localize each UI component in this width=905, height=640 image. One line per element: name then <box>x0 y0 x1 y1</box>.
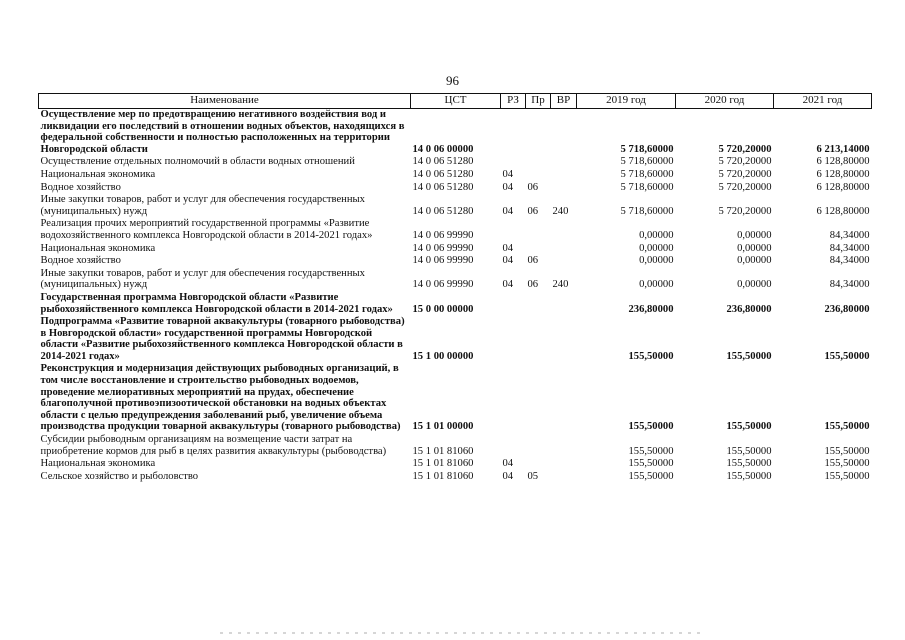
cell-cst: 15 1 01 81060 <box>412 470 474 482</box>
header-2021: 2021 год <box>774 94 872 109</box>
table-row <box>39 182 872 195</box>
table-row <box>39 156 872 169</box>
cell-name: Иные закупки товаров, работ и услуг для обеспечения государственных (муниципальных) нужд <box>40 194 365 217</box>
cell-vr <box>551 109 577 157</box>
cell-cst: 15 1 01 00000 <box>412 421 474 433</box>
cell-pr: 06 <box>527 181 539 193</box>
cell-2021: 84,34000 <box>829 242 870 254</box>
cell-2019: 0,00000 <box>639 279 674 291</box>
table-row <box>39 169 872 182</box>
cell-2021: 155,50000 <box>824 470 870 482</box>
cell-2020: 236,80000 <box>726 303 772 315</box>
cell-name: Реконструкция и модернизация действующих рыбоводных организаций, в том числе восстановление и строительство рыбоводных водоемов, проведение мелиоративных мероприятий на прудах, обеспечение благополучной противоэпизоотической обстановки на водных объектах области с целью предупреждения заболеваний рыб, увеличение объема производства продукции товарной аквакультуры (товарного рыбоводства) <box>40 363 401 433</box>
cell-2020: 0,00000 <box>737 242 772 254</box>
cell-cst: 15 0 00 00000 <box>412 303 474 315</box>
cell-2020: 155,50000 <box>726 350 772 362</box>
cell-2021: 6 128,80000 <box>816 156 870 168</box>
cell-rz: 04 <box>502 205 514 217</box>
cell-2021: 6 213,14000 <box>816 143 870 155</box>
cell-pr <box>526 218 551 242</box>
cell-name: Государственная программа Новгородской области «Развитие рыбохозяйственного комплекса Новгородской области в 2014-2021 годах» <box>40 291 393 315</box>
cell-cst: 15 1 00 00000 <box>412 350 474 362</box>
cell-rz: 04 <box>502 458 514 470</box>
cell-rz: 04 <box>502 279 514 291</box>
cell-2020: 0,00000 <box>737 255 772 267</box>
cell-name: Национальная экономика <box>40 458 156 470</box>
cell-2020: 155,50000 <box>726 470 772 482</box>
cell-2019: 155,50000 <box>628 445 674 457</box>
cell-rz <box>501 316 526 363</box>
cell-cst: 14 0 06 99990 <box>412 279 474 291</box>
cell-2019: 155,50000 <box>628 470 674 482</box>
table-header-row <box>39 94 872 109</box>
cell-rz: 04 <box>502 168 514 180</box>
table-row <box>39 243 872 256</box>
budget-table <box>38 93 872 483</box>
cell-name: Национальная экономика <box>40 242 156 254</box>
cell-2020: 5 720,20000 <box>718 156 772 168</box>
cell-rz <box>501 218 526 242</box>
cell-pr: 05 <box>527 470 539 482</box>
cell-pr: 06 <box>527 255 539 267</box>
table-row <box>39 218 872 242</box>
cell-vr <box>551 316 577 363</box>
cell-vr <box>551 169 577 182</box>
cell-2020: 155,50000 <box>726 445 772 457</box>
table-row <box>39 434 872 458</box>
cell-vr <box>551 434 577 458</box>
cell-2019: 5 718,60000 <box>620 143 674 155</box>
cell-2021: 155,50000 <box>824 350 870 362</box>
cell-rz <box>501 292 526 316</box>
cell-2019: 5 718,60000 <box>620 205 674 217</box>
table-row <box>39 316 872 363</box>
cell-2019: 155,50000 <box>628 350 674 362</box>
cell-2020: 155,50000 <box>726 458 772 470</box>
header-pr: Пр <box>526 94 551 109</box>
cell-2019: 236,80000 <box>628 303 674 315</box>
header-rz: РЗ <box>501 94 526 109</box>
cell-rz: 04 <box>502 255 514 267</box>
cell-2021: 84,34000 <box>829 229 870 241</box>
cell-cst: 14 0 06 99990 <box>412 229 474 241</box>
cell-vr <box>551 182 577 195</box>
table-row <box>39 268 872 292</box>
cell-2019: 0,00000 <box>639 255 674 267</box>
cell-pr <box>526 109 551 157</box>
cell-vr <box>551 243 577 256</box>
cell-name: Водное хозяйство <box>40 255 121 267</box>
cell-2021: 84,34000 <box>829 255 870 267</box>
table-row <box>39 292 872 316</box>
cell-vr <box>551 458 577 471</box>
cell-2019: 5 718,60000 <box>620 168 674 180</box>
cell-rz <box>501 156 526 169</box>
cell-pr <box>526 316 551 363</box>
cell-name: Сельское хозяйство и рыболовство <box>40 470 199 482</box>
scan-artifact <box>220 632 700 634</box>
table-body <box>39 109 872 484</box>
cell-pr <box>526 156 551 169</box>
cell-2019: 0,00000 <box>639 229 674 241</box>
cell-vr: 240 <box>552 205 569 217</box>
cell-cst: 14 0 06 51280 <box>412 205 474 217</box>
cell-rz <box>501 434 526 458</box>
cell-2019: 155,50000 <box>628 458 674 470</box>
header-vr: ВР <box>551 94 577 109</box>
table-row <box>39 255 872 268</box>
cell-cst: 15 1 01 81060 <box>412 445 474 457</box>
cell-rz: 04 <box>502 242 514 254</box>
cell-cst: 14 0 06 51280 <box>412 181 474 193</box>
cell-2020: 155,50000 <box>726 421 772 433</box>
cell-rz <box>501 109 526 157</box>
header-2019: 2019 год <box>577 94 676 109</box>
cell-pr <box>526 458 551 471</box>
table-row <box>39 471 872 484</box>
cell-pr <box>526 243 551 256</box>
cell-2019: 155,50000 <box>628 421 674 433</box>
cell-2020: 0,00000 <box>737 229 772 241</box>
cell-name: Осуществление отдельных полномочий в области водных отношений <box>40 156 355 168</box>
cell-rz: 04 <box>502 470 514 482</box>
cell-cst: 14 0 06 99990 <box>412 255 474 267</box>
cell-2019: 0,00000 <box>639 242 674 254</box>
cell-cst: 14 0 06 99990 <box>412 242 474 254</box>
cell-rz: 04 <box>502 181 514 193</box>
cell-vr <box>551 471 577 484</box>
cell-pr <box>526 363 551 434</box>
cell-rz <box>501 363 526 434</box>
cell-2021: 6 128,80000 <box>816 168 870 180</box>
cell-name: Осуществление мер по предотвращению негативного воздействия вод и ликвидации его последствий в отношении водных объектов, находящихся в федеральной собственности и полностью расположенных на территории Новгородской области <box>40 109 405 155</box>
cell-2021: 236,80000 <box>824 303 870 315</box>
header-2020: 2020 год <box>676 94 774 109</box>
cell-vr <box>551 156 577 169</box>
table-row <box>39 363 872 434</box>
cell-2019: 5 718,60000 <box>620 156 674 168</box>
cell-2021: 6 128,80000 <box>816 205 870 217</box>
cell-pr <box>526 434 551 458</box>
cell-cst: 14 0 06 00000 <box>412 143 474 155</box>
cell-2021: 84,34000 <box>829 279 870 291</box>
cell-2021: 155,50000 <box>824 421 870 433</box>
cell-cst: 15 1 01 81060 <box>412 458 474 470</box>
cell-vr <box>551 363 577 434</box>
cell-cst: 14 0 06 51280 <box>412 168 474 180</box>
header-cst: ЦСТ <box>411 94 501 109</box>
table-row <box>39 194 872 218</box>
page-number: 96 <box>446 73 459 88</box>
cell-2020: 0,00000 <box>737 279 772 291</box>
cell-name: Национальная экономика <box>40 168 156 180</box>
cell-name: Реализация прочих мероприятий государственной программы «Развитие водохозяйственного комплекса Новгородской области в 2014-2021 годах» <box>40 218 373 241</box>
cell-2020: 5 720,20000 <box>718 168 772 180</box>
cell-2021: 155,50000 <box>824 458 870 470</box>
cell-pr <box>526 292 551 316</box>
cell-2021: 155,50000 <box>824 445 870 457</box>
cell-name: Субсидии рыбоводным организациям на возмещение части затрат на приобретение кормов для рыб в целях развития аквакультуры (рыбоводства) <box>40 434 387 457</box>
cell-pr: 06 <box>527 205 539 217</box>
cell-vr <box>551 292 577 316</box>
cell-2021: 6 128,80000 <box>816 181 870 193</box>
cell-name: Водное хозяйство <box>40 181 121 193</box>
table-row <box>39 458 872 471</box>
cell-pr <box>526 169 551 182</box>
table-row <box>39 109 872 157</box>
header-name: Наименование <box>39 94 411 109</box>
cell-2020: 5 720,20000 <box>718 181 772 193</box>
cell-name: Подпрограмма «Развитие товарной аквакультуры (товарного рыбоводства) в Новгородской области» государственной программы Новгородской области «Развитие рыбохозяйственного комплекса Новгородской области в 2014-2021 годах» <box>40 316 405 362</box>
cell-pr: 06 <box>527 279 539 291</box>
cell-2020: 5 720,20000 <box>718 205 772 217</box>
cell-vr <box>551 218 577 242</box>
cell-name: Иные закупки товаров, работ и услуг для обеспечения государственных (муниципальных) нужд <box>40 267 365 291</box>
cell-vr <box>551 255 577 268</box>
cell-vr: 240 <box>552 279 569 291</box>
cell-2020: 5 720,20000 <box>718 143 772 155</box>
cell-2019: 5 718,60000 <box>620 181 674 193</box>
cell-cst: 14 0 06 51280 <box>412 156 474 168</box>
